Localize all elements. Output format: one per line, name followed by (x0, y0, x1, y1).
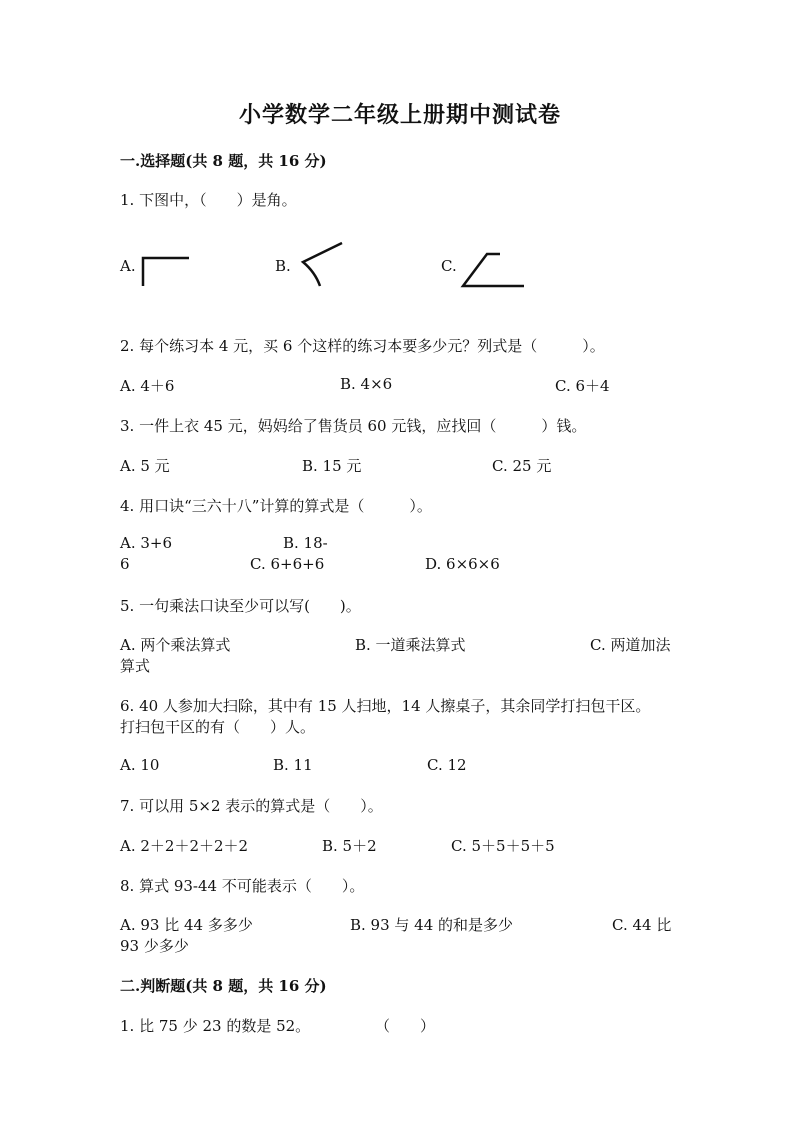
q8-option-c: C. 44 比 (612, 916, 672, 934)
section-heading-judgement: 二.判断题(共 8 题，共 16 分) (120, 977, 327, 995)
judgement-1-answer-paren: （ ） (375, 1017, 436, 1035)
q4-option-a: A. 3+6 (120, 534, 173, 552)
q2-option-b: B. 4×6 (340, 375, 393, 393)
q8-option-b: B. 93 与 44 的和是多少 (350, 916, 514, 934)
q1-figure-c (460, 250, 528, 290)
q2-option-c: C. 6＋4 (555, 377, 610, 395)
q6-option-b: B. 11 (273, 756, 313, 774)
q5-option-c-wrap: 算式 (120, 657, 151, 675)
q1-option-a: A. (120, 257, 136, 275)
q7-option-a: A. 2＋2＋2＋2＋2 (120, 837, 249, 855)
q4-option-b: B. 18- (283, 534, 328, 552)
question-4: 4. 用口诀“三六十八”计算的算式是（ ）。 (120, 497, 432, 515)
q1-option-c: C. (441, 257, 457, 275)
q1-figure-b (295, 240, 347, 288)
q1-option-b: B. (275, 257, 291, 275)
question-7: 7. 可以用 5×2 表示的算式是（ ）。 (120, 797, 383, 815)
q7-option-c: C. 5＋5＋5＋5 (451, 837, 555, 855)
judgement-1: 1. 比 75 少 23 的数是 52。 (120, 1017, 311, 1035)
q7-option-b: B. 5＋2 (322, 837, 377, 855)
q6-option-a: A. 10 (120, 756, 160, 774)
question-2: 2. 每个练习本 4 元，买 6 个这样的练习本要多少元？列式是（ ）。 (120, 337, 605, 355)
q3-option-b: B. 15 元 (302, 457, 362, 475)
q8-option-c-wrap: 93 少多少 (120, 937, 189, 955)
q3-option-a: A. 5 元 (120, 457, 170, 475)
q1-figure-a (140, 255, 192, 287)
section-heading-choice: 一.选择题(共 8 题，共 16 分) (120, 152, 327, 170)
q2-option-a: A. 4＋6 (120, 377, 175, 395)
q4-option-b-wrap: 6 (120, 555, 130, 573)
q3-option-c: C. 25 元 (492, 457, 552, 475)
q4-option-d: D. 6×6×6 (425, 555, 500, 573)
q5-option-c: C. 两道加法 (590, 636, 671, 654)
q4-option-c: C. 6+6+6 (250, 555, 325, 573)
question-3: 3. 一件上衣 45 元，妈妈给了售货员 60 元钱，应找回（ ）钱。 (120, 417, 587, 435)
question-1: 1. 下图中，（ ）是角。 (120, 191, 297, 209)
question-6-line-2: 打扫包干区的有（ ）人。 (120, 718, 316, 736)
question-5: 5. 一句乘法口诀至少可以写( )。 (120, 597, 361, 615)
q5-option-b: B. 一道乘法算式 (355, 636, 466, 654)
q8-option-a: A. 93 比 44 多多少 (120, 916, 253, 934)
q6-option-c: C. 12 (427, 756, 467, 774)
q5-option-a: A. 两个乘法算式 (120, 636, 231, 654)
question-6-line-1: 6. 40 人参加大扫除，其中有 15 人扫地，14 人擦桌子，其余同学打扫包干区。 (120, 697, 651, 715)
question-8: 8. 算式 93-44 不可能表示（ ）。 (120, 877, 365, 895)
page-title: 小学数学二年级上册期中测试卷 (238, 102, 561, 128)
